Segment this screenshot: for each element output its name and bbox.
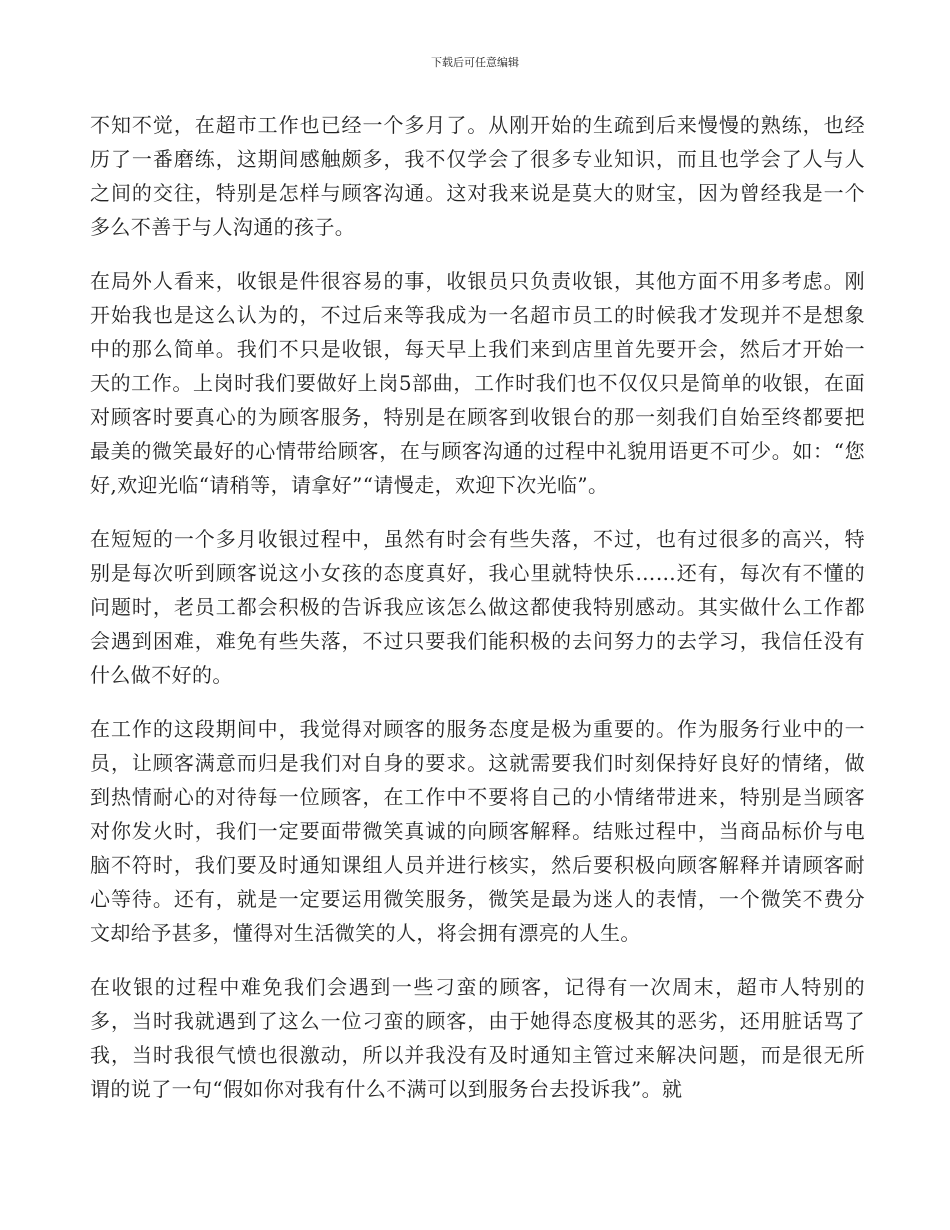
document-body — [90, 108, 865, 1126]
paragraph-1: 不知不觉，在超市工作也已经一个多月了。从刚开始的生疏到后来慢慢的熟练，也经历了一番磨练，这期间感触颇多，我不仅学会了很多专业知识，而且也学会了人与人之间的交往，特别是怎样与顾客沟通。这对我来说是莫大的财宝，因为曾经我是一个多么不善于与人沟通的孩子。 — [90, 113, 865, 239]
paragraph-4: 在工作的这段期间中，我觉得对顾客的服务态度是极为重要的。作为服务行业中的一员，让顾客满意而归是我们对自身的要求。这就需要我们时刻保持好良好的情绪，做到热情耐心的对待每一位顾客，在工作中不要将自己的小情绪带进来，特别是当顾客对你发火时，我们一定要面带微笑真诚的向顾客解释。结账过程中，当商品标价与电脑不符时，我们要及时通知课组人员并进行核实，然后要积极向顾客解释并请顾客耐心等待。还有，就是一定要运用微笑服务，微笑是最为迷人的表情，一个微笑不费分文却给予甚多，懂得对生活微笑的人，将会拥有漂亮的人生。 — [90, 717, 865, 945]
page-header: 下载后可任意编辑 — [431, 56, 519, 69]
paragraph-3: 在短短的一个多月收银过程中，虽然有时会有些失落，不过，也有过很多的高兴，特别是每次听到顾客说这小女孩的态度真好，我心里就特快乐……还有，每次有不懂的问题时，老员工都会积极的告诉我应该怎么做这都使我特别感动。其实做什么工作都会遇到困难，难免有些失落，不过只要我们能积极的去问努力的去学习，我信任没有什么做不好的。 — [90, 527, 865, 687]
paragraph-5: 在收银的过程中难免我们会遇到一些刁蛮的顾客，记得有一次周末，超市人特别的多，当时我就遇到了这么一位刁蛮的顾客，由于她得态度极其的恶劣，还用脏话骂了我，当时我很气愤也很激动，所以并我没有及时通知主管过来解决问题，而是很无所谓的说了一句“假如你对我有什么不满可以到服务台去投诉我”。就 — [90, 975, 865, 1101]
paragraph-2: 在局外人看来，收银是件很容易的事，收银员只负责收银，其他方面不用多考虑。刚开始我也是这么认为的，不过后来等我成为一名超市员工的时候我才发现并不是想象中的那么简单。我们不只是收银，每天早上我们来到店里首先要开会，然后才开始一天的工作。上岗时我们要做好上岗5部曲，工作时我们也不仅仅只是简单的收银，在面对顾客时要真心的为顾客服务，特别是在顾客到收银台的那一刻我们自始至终都要把最美的微笑最好的心情带给顾客，在与顾客沟通的过程中礼貌用语更不可少。如：“您好,欢迎光临“请稍等，请拿好”“请慢走，欢迎下次光临”。 — [90, 269, 865, 497]
